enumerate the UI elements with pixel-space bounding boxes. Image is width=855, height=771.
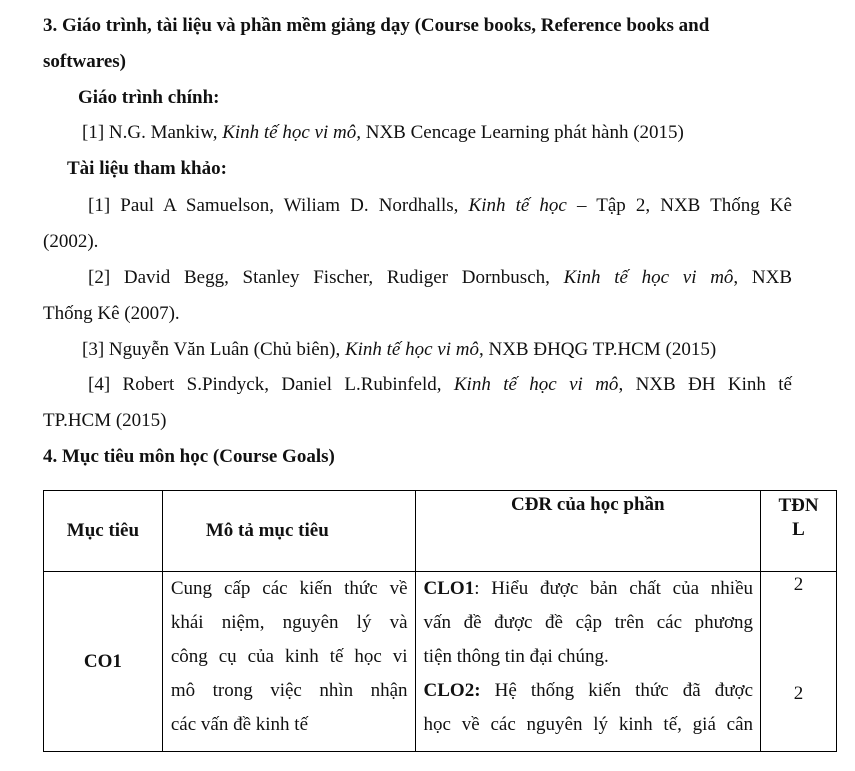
tdnl-value-1: 2 (793, 574, 804, 595)
main-book-entry: [1] N.G. Mankiw, Kinh tế học vi mô, NXB Cencage Learning phát hành (2015) (82, 122, 684, 143)
header-tdnl: TĐN L (761, 491, 837, 572)
course-goals-table (43, 490, 837, 752)
ref-entry-4: [4] Robert S.Pindyck, Daniel L.Rubinfeld, Kinh tế học vi mô, NXB ĐH Kinh tế (88, 374, 792, 395)
main-book-title: Kinh tế học vi mô, (222, 122, 361, 143)
tdnl-value-2: 2 (793, 683, 804, 704)
ref-entry-4-cont: TP.HCM (2015) (43, 410, 167, 431)
table-row (44, 572, 837, 752)
clo-outcomes: CLO1: Hiểu được bản chất của nhiều vấn đề được đề cập trên các phương tiện thông tin đại chúng. CLO2: Hệ thống kiến thức đã được học về các nguyên lý kinh tế, giá cân (415, 572, 761, 752)
section-4-heading: 4. Mục tiêu môn học (Course Goals) (43, 446, 335, 467)
tdnl-values (761, 572, 837, 752)
section-3-heading-line2: softwares) (43, 51, 127, 72)
table-header-row (44, 491, 837, 572)
header-goal: Mục tiêu (44, 491, 163, 572)
main-books-label: Giáo trình chính: (78, 87, 220, 108)
refs-label: Tài liệu tham khảo: (67, 158, 227, 179)
goal-code: CO1 (44, 572, 163, 752)
header-description: Mô tả mục tiêu (162, 491, 415, 572)
ref-entry-2-cont: Thống Kê (2007). (43, 303, 180, 324)
ref-entry-3: [3] Nguyễn Văn Luân (Chủ biên), Kinh tế học vi mô, NXB ĐHQG TP.HCM (2015) (82, 339, 717, 360)
section-3-heading-line1: 3. Giáo trình, tài liệu và phần mềm giảng dạy (Course books, Reference books and (43, 15, 710, 36)
goal-description: Cung cấp các kiến thức về khái niệm, nguyên lý và công cụ của kinh tế học vi mô trong việc nhìn nhận các vấn đề kinh tế (162, 572, 415, 752)
header-clo: CĐR của học phần (415, 491, 761, 572)
ref-entry-1: [1] Paul A Samuelson, Wiliam D. Nordhalls, Kinh tế học – Tập 2, NXB Thống Kê (88, 195, 792, 216)
ref-entry-1-cont: (2002). (43, 231, 99, 252)
clo1-line1: CLO1: Hiểu được bản chất của nhiều (423, 578, 754, 599)
ref-entry-2: [2] David Begg, Stanley Fischer, Rudiger Dornbusch, Kinh tế học vi mô, NXB (88, 267, 792, 288)
clo2-line1: CLO2: Hệ thống kiến thức đã được (423, 680, 754, 701)
